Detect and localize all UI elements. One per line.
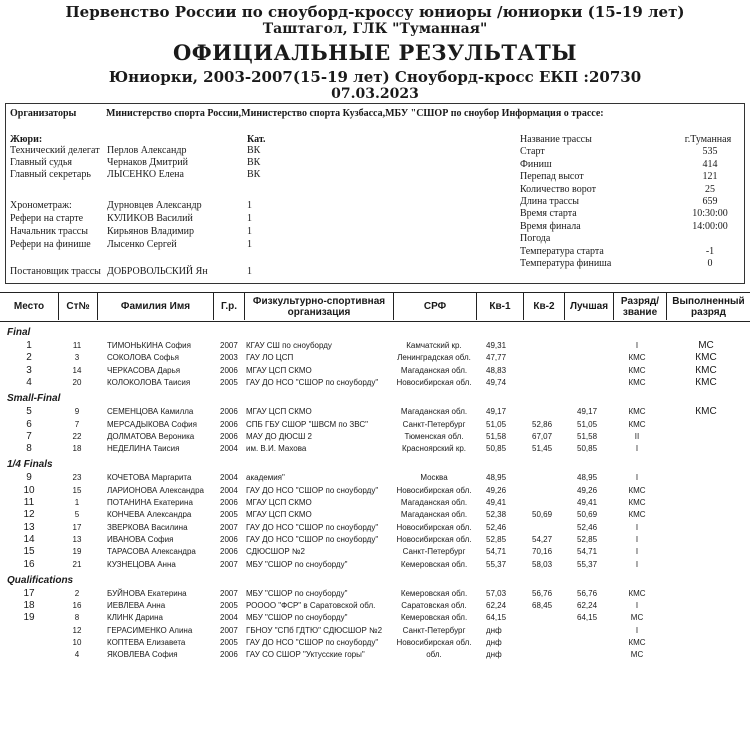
- track-value: 659: [702, 196, 718, 207]
- cell-region: Камчатский кр.: [406, 341, 462, 350]
- cell-rank: КМС: [628, 638, 646, 647]
- cell-org: ГАУ ДО НСО "СШОР по сноуборду": [246, 485, 379, 495]
- cell-done: МС: [698, 340, 714, 351]
- cell-name: ПОТАНИНА Екатерина: [107, 498, 193, 507]
- cell-region: Новосибирская обл.: [396, 485, 472, 495]
- cell-best: 49,17: [577, 407, 598, 417]
- official-role: Технический делегат: [10, 145, 100, 156]
- official-name: Дурновцев Александр: [107, 200, 202, 211]
- track-value: 535: [702, 146, 718, 158]
- cell-name: ДОЛМАТОВА Вероника: [107, 431, 195, 441]
- track-label: Старт: [520, 146, 545, 158]
- cell-best: 50,69: [577, 510, 598, 520]
- cat-label: Кат.: [247, 134, 266, 145]
- col-bib: Ст№: [66, 301, 90, 312]
- official-cat: 1: [247, 239, 252, 250]
- col-run1: Кв-1: [489, 301, 511, 312]
- track-label: Перепад высот: [520, 171, 584, 183]
- cell-bib: 10: [72, 638, 82, 647]
- cell-name: ЯКОВЛЕВА София: [107, 650, 178, 660]
- cell-rank: КМС: [628, 353, 646, 363]
- cell-run2: 56,76: [532, 588, 553, 598]
- col-org: Физкультурно-спортивная организация: [252, 295, 386, 318]
- cell-bib: 9: [74, 407, 80, 417]
- cell-name: НЕДЕЛИНА Таисия: [107, 444, 180, 454]
- cell-rank: КМС: [628, 419, 646, 429]
- cell-name: ЧЕРКАСОВА Дарья: [107, 365, 181, 375]
- cell-org: КГАУ СШ по сноуборду: [246, 341, 332, 350]
- cell-year: 2005: [220, 510, 238, 520]
- cell-year: 2006: [220, 650, 238, 660]
- cell-year: 2007: [220, 588, 238, 598]
- cell-year: 2004: [220, 444, 238, 454]
- cell-region: Новосибирская обл.: [396, 638, 472, 647]
- col-run2: Кв-2: [533, 301, 555, 312]
- official-cat: ВК: [247, 157, 261, 168]
- cell-bib: 2: [74, 588, 80, 598]
- cell-place: 5: [26, 406, 32, 418]
- cell-region: Красноярский кр.: [401, 444, 467, 454]
- cell-year: 2005: [220, 601, 238, 611]
- col-rank: Разряд/звание: [620, 295, 660, 318]
- cell-run1: 50,85: [486, 444, 507, 454]
- cell-name: ТАРАСОВА Александра: [107, 547, 196, 557]
- cell-bib: 17: [72, 522, 82, 532]
- cell-org: МГАУ ЦСП СКМО: [246, 365, 312, 375]
- cell-org: МБУ "СШОР по сноуборду": [246, 559, 348, 569]
- track-label: Погода: [520, 233, 551, 245]
- table-row: [0, 648, 750, 662]
- cell-bib: 13: [72, 534, 82, 544]
- cell-region: Ленинградская обл.: [397, 353, 471, 363]
- cell-rank: II: [634, 431, 640, 441]
- cell-region: Санкт-Петербург: [402, 419, 466, 429]
- results-table-header: [0, 292, 750, 322]
- cell-region: Москва: [420, 473, 448, 483]
- info-box: [5, 103, 745, 284]
- cell-run1: 57,03: [486, 588, 507, 598]
- cell-rank: КМС: [628, 485, 646, 495]
- track-value: 10:30:00: [692, 208, 728, 220]
- official-role: Постановщик трассы: [10, 266, 101, 277]
- table-row: [0, 558, 750, 572]
- cell-rank: КМС: [628, 377, 646, 387]
- cell-place: 12: [23, 509, 35, 521]
- cell-best: 48,95: [577, 473, 598, 483]
- cell-name: КОНЧЕВА Александра: [107, 510, 192, 520]
- cell-bib: 5: [74, 510, 80, 520]
- track-label: Время финала: [520, 220, 581, 232]
- cell-bib: 14: [72, 365, 82, 375]
- cell-year: 2006: [220, 419, 238, 429]
- official-role: Хронометраж:: [10, 200, 72, 211]
- cell-run1: 47,77: [486, 353, 507, 363]
- cell-year: 2006: [220, 407, 238, 417]
- cell-bib: 3: [74, 353, 80, 363]
- cell-best: 54,71: [577, 547, 598, 557]
- official-role: Начальник трассы: [10, 226, 88, 237]
- cell-run1: днф: [486, 625, 502, 635]
- cell-region: Санкт-Петербург: [402, 547, 466, 557]
- cell-name: КОПТЕВА Елизавета: [107, 638, 186, 647]
- track-label: Длина трассы: [520, 196, 579, 207]
- cell-place: 19: [23, 612, 35, 624]
- cell-rank: КМС: [628, 588, 646, 598]
- col-best: Лучшая: [569, 301, 609, 312]
- cell-name: КУЗНЕЦОВА Анна: [107, 559, 176, 569]
- cell-place: 18: [23, 600, 35, 612]
- cell-org: ГАУ ДО НСО "СШОР по сноуборду": [246, 522, 379, 532]
- official-cat: 1: [247, 266, 252, 277]
- cell-run2: 54,27: [532, 534, 553, 544]
- cell-org: МГАУ ЦСП СКМО: [246, 498, 312, 507]
- organizers-value: Министерство спорта России,Министерство спорта Кузбасса,МБУ "СШОР по сноубор Информация о трассе:: [106, 108, 604, 119]
- cell-place: 2: [26, 352, 32, 364]
- official-name: Чернаков Дмитрий: [107, 157, 188, 168]
- cell-region: Новосибирская обл.: [396, 377, 472, 387]
- cell-run1: 49,26: [486, 485, 507, 495]
- cell-rank: I: [635, 444, 639, 454]
- track-value: 0: [707, 258, 713, 269]
- cell-region: Кемеровская обл.: [400, 559, 468, 569]
- cell-name: КЛИНК Дарина: [107, 613, 163, 623]
- cell-year: 2004: [220, 473, 238, 483]
- official-cat: 1: [247, 200, 252, 211]
- official-name: Лысенко Сергей: [107, 239, 177, 250]
- cell-org: МГАУ ЦСП СКМО: [246, 510, 312, 520]
- cell-done: КМС: [695, 364, 717, 376]
- cell-best: 51,58: [577, 431, 598, 441]
- col-rank-done: Выполненный разряд: [672, 295, 745, 318]
- organizers-label: Организаторы: [10, 108, 77, 119]
- cell-run2: 52,86: [532, 419, 553, 429]
- cell-run1: 64,15: [486, 613, 507, 623]
- section-title: Qualifications: [7, 574, 74, 586]
- cell-bib: 18: [72, 444, 82, 454]
- cell-run1: днф: [486, 650, 502, 660]
- section-title: 1/4 Finals: [7, 459, 53, 471]
- cell-region: Саратовская обл.: [401, 601, 467, 611]
- table-row: [0, 376, 750, 390]
- cell-rank: I: [635, 625, 639, 635]
- cell-year: 2004: [220, 613, 238, 623]
- cell-name: ТИМОНЬКИНА София: [107, 341, 191, 350]
- cell-org: ГБНОУ "СПб ГДТЮ" СДЮСШОР №2: [246, 625, 383, 635]
- cell-place: 1: [26, 340, 32, 351]
- cell-run1: 52,46: [486, 522, 507, 532]
- cell-rank: I: [635, 601, 639, 611]
- cell-org: МБУ "СШОР по сноуборду": [246, 613, 348, 623]
- cell-done: КМС: [695, 406, 717, 418]
- official-role: Рефери на финише: [10, 239, 91, 250]
- cell-place: 13: [23, 521, 35, 533]
- track-value: 14:00:00: [692, 220, 728, 232]
- official-role: Рефери на старте: [10, 213, 84, 224]
- cell-year: 2006: [220, 547, 238, 557]
- cell-run2: 70,16: [532, 547, 553, 557]
- cell-region: Кемеровская обл.: [400, 613, 468, 623]
- cell-run1: 55,37: [486, 559, 507, 569]
- cell-run2: 68,45: [532, 601, 553, 611]
- cell-rank: МС: [630, 650, 644, 660]
- jury-label: Жюри:: [10, 134, 43, 145]
- cell-run1: 48,95: [486, 473, 507, 483]
- official-cat: ВК: [247, 169, 261, 180]
- official-cat: 1: [247, 226, 252, 237]
- cell-run1: 62,24: [486, 601, 507, 611]
- official-cat: 1: [247, 213, 252, 224]
- cell-org: СПБ ГБУ СШОР "ШВСМ по ЗВС": [246, 419, 368, 429]
- cell-run1: 49,17: [486, 407, 507, 417]
- cell-name: ИВАНОВА София: [107, 534, 174, 544]
- cell-run1: 49,74: [486, 377, 507, 387]
- col-year: Г.р.: [220, 301, 238, 312]
- cell-rank: I: [635, 341, 639, 350]
- official-role: Главный судья: [10, 157, 73, 168]
- cell-region: Санкт-Петербург: [402, 625, 466, 635]
- track-label: Название трассы: [520, 134, 592, 145]
- cell-run2: 67,07: [532, 431, 553, 441]
- track-value: 414: [702, 158, 718, 170]
- section-title: Small-Final: [7, 393, 61, 405]
- cell-year: 2006: [220, 431, 238, 441]
- cell-org: им. В.И. Махова: [246, 444, 307, 454]
- cell-org: ГАУ СО СШОР "Уктусские горы": [246, 650, 365, 660]
- track-label: Температура финиша: [520, 258, 612, 269]
- official-role: Главный секретарь: [10, 169, 91, 180]
- cell-place: 3: [26, 364, 32, 376]
- cell-org: ГАУ ДО НСО "СШОР по сноуборду": [246, 377, 379, 387]
- cell-run2: 50,69: [532, 510, 553, 520]
- cell-region: Магаданская обл.: [400, 510, 468, 520]
- cell-rank: I: [635, 522, 639, 532]
- cell-run1: днф: [486, 638, 502, 647]
- cell-name: КОЧЕТОВА Маргарита: [107, 473, 192, 483]
- section-title: Final: [7, 327, 31, 338]
- cell-rank: I: [635, 473, 639, 483]
- event-title: Первенство России по сноуборд-кроссу юниоры /юниорки (15-19 лет): [65, 3, 685, 21]
- cell-year: 2006: [220, 365, 238, 375]
- official-name: Кирьянов Владимир: [107, 226, 194, 237]
- cell-org: МГАУ ЦСП СКМО: [246, 407, 312, 417]
- cell-best: 52,46: [577, 522, 598, 532]
- cell-rank: I: [635, 547, 639, 557]
- cell-year: 2003: [220, 353, 238, 363]
- cell-run1: 54,71: [486, 547, 507, 557]
- cell-region: Магаданская обл.: [400, 365, 468, 375]
- cell-bib: 21: [72, 559, 82, 569]
- cell-region: Магаданская обл.: [400, 407, 468, 417]
- official-name: ЛЫСЕНКО Елена: [107, 169, 184, 180]
- cell-run1: 49,41: [486, 498, 507, 507]
- track-label: Температура старта: [520, 245, 604, 257]
- cell-name: КОЛОКОЛОВА Таисия: [107, 377, 191, 387]
- document-title: ОФИЦИАЛЬНЫЕ РЕЗУЛЬТАТЫ: [172, 40, 578, 65]
- cell-run1: 51,58: [486, 431, 507, 441]
- cell-org: МАУ ДО ДЮСШ 2: [246, 431, 313, 441]
- cell-name: МЕРСАДЫКОВА София: [107, 419, 197, 429]
- cell-rank: I: [635, 534, 639, 544]
- cell-bib: 12: [72, 625, 82, 635]
- cell-best: 52,85: [577, 534, 598, 544]
- cell-place: 4: [26, 376, 32, 388]
- cell-run1: 52,85: [486, 534, 507, 544]
- cell-year: 2007: [220, 559, 238, 569]
- cell-place: 10: [23, 484, 35, 496]
- cell-place: 15: [23, 546, 35, 558]
- cell-region: обл.: [426, 650, 442, 660]
- cell-year: 2005: [220, 377, 238, 387]
- track-label: Время старта: [520, 208, 577, 220]
- cell-run1: 49,31: [486, 341, 507, 350]
- cell-org: МБУ "СШОР по сноуборду": [246, 588, 348, 598]
- cell-rank: КМС: [628, 498, 646, 507]
- cell-rank: КМС: [628, 510, 646, 520]
- cell-rank: МС: [630, 613, 644, 623]
- cell-bib: 11: [72, 341, 82, 350]
- cell-place: 16: [23, 558, 35, 570]
- cell-org: ГАУ ДО НСО "СШОР по сноуборду": [246, 638, 379, 647]
- cell-place: 7: [26, 430, 32, 442]
- cell-bib: 22: [72, 431, 82, 441]
- cell-best: 64,15: [577, 613, 598, 623]
- cell-org: РОООО "ФСР" в Саратовской обл.: [246, 601, 376, 611]
- cell-place: 14: [23, 533, 35, 545]
- cell-best: 56,76: [577, 588, 598, 598]
- cell-year: 2007: [220, 522, 238, 532]
- cell-best: 50,85: [577, 444, 598, 454]
- cell-best: 51,05: [577, 419, 598, 429]
- cell-org: ГАУ ЛО ЦСП: [246, 353, 294, 363]
- cell-run1: 48,83: [486, 365, 507, 375]
- cell-place: 17: [23, 587, 35, 599]
- official-cat: ВК: [247, 145, 261, 156]
- cell-bib: 16: [72, 601, 82, 611]
- cell-year: 2006: [220, 534, 238, 544]
- cell-region: Тюменская обл.: [404, 431, 464, 441]
- official-name: Перлов Александр: [107, 145, 187, 156]
- official-name: КУЛИКОВ Василий: [107, 213, 193, 224]
- cell-name: СЕМЕНЦОВА Камилла: [107, 407, 194, 417]
- cell-best: 62,24: [577, 601, 598, 611]
- cell-bib: 4: [74, 650, 80, 660]
- col-name: Фамилия Имя: [120, 301, 191, 312]
- cell-bib: 23: [72, 473, 82, 483]
- cell-year: 2007: [220, 341, 238, 350]
- cell-name: ГЕРАСИМЕНКО Алина: [107, 625, 193, 635]
- cell-best: 49,26: [577, 485, 598, 495]
- cell-bib: 20: [72, 377, 82, 387]
- cell-best: 49,41: [577, 498, 598, 507]
- cell-run1: 51,05: [486, 419, 507, 429]
- cell-year: 2004: [220, 485, 238, 495]
- cell-region: Магаданская обл.: [400, 498, 468, 507]
- cell-region: Кемеровская обл.: [400, 588, 468, 598]
- event-date: 07.03.2023: [331, 86, 419, 102]
- cell-rank: КМС: [628, 365, 646, 375]
- cell-year: 2007: [220, 625, 238, 635]
- cell-run1: 52,38: [486, 510, 507, 520]
- cell-bib: 1: [74, 498, 80, 507]
- track-label: Финиш: [520, 158, 552, 170]
- table-row: [0, 442, 750, 456]
- category-title: Юниорки, 2003-2007(15-19 лет) Сноуборд-кросс ЕКП :20730: [108, 68, 642, 86]
- cell-name: БУЙНОВА Екатерина: [107, 588, 187, 598]
- cell-org: академия": [246, 473, 285, 483]
- track-value: -1: [705, 245, 715, 257]
- cell-run2: 58,03: [532, 559, 553, 569]
- track-value: 121: [702, 171, 718, 183]
- cell-run2: 51,45: [532, 444, 553, 454]
- cell-name: ЛАРИОНОВА Александра: [107, 485, 204, 495]
- cell-year: 2005: [220, 638, 238, 647]
- cell-place: 8: [26, 443, 32, 455]
- cell-bib: 19: [72, 547, 82, 557]
- cell-done: КМС: [695, 376, 717, 388]
- official-name: ДОБРОВОЛЬСКИЙ Ян: [107, 266, 208, 277]
- venue: Таштагол, ГЛК "Туманная": [262, 21, 488, 37]
- col-region: СРФ: [423, 301, 447, 312]
- cell-name: СОКОЛОВА Софья: [107, 353, 179, 363]
- cell-place: 11: [23, 497, 35, 508]
- cell-best: 55,37: [577, 559, 598, 569]
- cell-done: КМС: [695, 352, 717, 364]
- col-place: Место: [13, 301, 45, 312]
- cell-name: ЗВЕРКОВА Василина: [107, 522, 188, 532]
- track-value: г.Туманная: [684, 134, 732, 145]
- cell-org: ГАУ ДО НСО "СШОР по сноуборду": [246, 534, 379, 544]
- cell-region: Новосибирская обл.: [396, 534, 472, 544]
- cell-place: 6: [26, 418, 32, 430]
- cell-name: ИЕВЛЕВА Анна: [107, 601, 166, 611]
- cell-rank: I: [635, 559, 639, 569]
- cell-year: 2006: [220, 498, 238, 507]
- cell-region: Новосибирская обл.: [396, 522, 472, 532]
- cell-bib: 7: [74, 419, 80, 429]
- track-label: Количество ворот: [520, 183, 596, 195]
- cell-org: СДЮСШОР №2: [246, 547, 305, 557]
- cell-bib: 8: [74, 613, 80, 623]
- cell-place: 9: [26, 472, 32, 484]
- cell-bib: 15: [72, 485, 82, 495]
- cell-rank: КМС: [628, 407, 646, 417]
- track-value: 25: [705, 183, 715, 195]
